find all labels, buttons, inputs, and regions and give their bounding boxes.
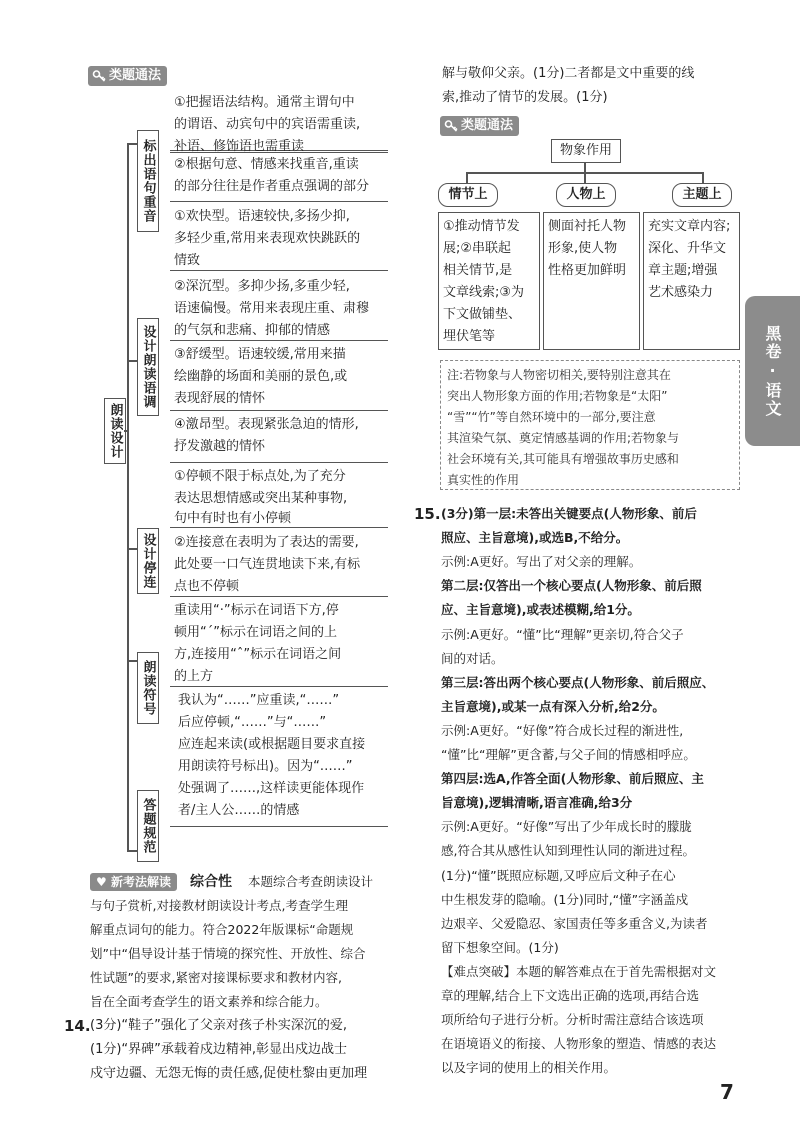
branch-body-line: 深化、升华文: [648, 241, 727, 256]
q14-line: 索,推动了情节的发展。(1分): [442, 90, 608, 105]
tree-trunk: [127, 143, 129, 851]
tree-item: 后应停顿,“……”与“……”: [178, 715, 327, 730]
tree-item: 表现舒展的情怀: [174, 391, 266, 406]
note-line: “雪”“竹”等自然环境中的一部分,要注意: [447, 410, 656, 424]
q15-line: 第三层:答出两个核心要点(人物形象、前后照应、: [441, 674, 715, 690]
group-label-pause: 设计停连: [137, 528, 159, 594]
note-line: 注:若物象与人物密切相关,要特别注意其在: [447, 368, 671, 382]
q15-line: 旨意境),逻辑清晰,语言准确,给3分: [441, 795, 633, 811]
method-tag-label: 类题通法: [109, 68, 162, 83]
q15-line: 章的理解,结合上下文选出正确的选项,再结合选: [441, 988, 699, 1003]
tree-item: ③舒缓型。语速较缓,常用来描: [174, 347, 346, 362]
branch-body-line: 下文做铺垫、: [443, 307, 522, 322]
new-exam-line: 旨在全面考查学生的语文素养和综合能力。: [90, 994, 328, 1009]
note-line: 突出人物形象方面的作用;若物象是“太阳”: [447, 389, 668, 403]
tree-item: 方,连接用“ˆ”标示在词语之间: [174, 647, 342, 662]
q15-line: 留下想象空间。(1分): [441, 939, 559, 955]
tree-item: 者/主人公……的情感: [178, 803, 300, 818]
q15-line: 感,符合其从感性认知到理性认同的渐进过程。: [441, 843, 695, 859]
method-tag-right: [440, 116, 519, 136]
group-label-answer-norm: 答题规范: [137, 790, 159, 862]
tree-item: ②深沉型。多抑少扬,多重少轻,: [174, 279, 350, 294]
q15-line: 边艰辛、父爱隐忍、家国责任等多重含义,为读者: [441, 915, 708, 931]
tree-item: 的谓语、动宾句中的宾语需重读,: [174, 117, 361, 132]
branch-body-line: ①推动情节发: [443, 219, 520, 234]
tree-item: 我认为“……”应重读,“……”: [178, 693, 340, 708]
branch-body-line: 性格更加鲜明: [548, 263, 627, 278]
new-exam-line: 划”中“倡导设计基于情境的探究性、开放性、综合: [90, 946, 366, 961]
tree-item: 情致: [174, 253, 201, 268]
branch-body-line: 埋伏笔等: [443, 329, 496, 344]
q14-line: 解与敬仰父亲。(1分)二者都是文中重要的线: [442, 66, 695, 81]
group-label-symbols: 朗读符号: [137, 652, 159, 724]
branch-body-line: 相关情节,是: [443, 263, 513, 278]
key-icon: [444, 119, 458, 133]
group-label-tone: 设计朗读语调: [137, 318, 159, 416]
q14-line: 戍守边疆、无怨无悔的责任感,促使杜黎由更加理: [90, 1066, 368, 1081]
note-line: 其渲染气氛、奠定情感基调的作用;若物象与: [447, 431, 680, 445]
tree-item: 句中有时也有小停顿: [174, 511, 292, 526]
q15-line: (1分)“懂”既照应标题,又呼应后文种子在心: [441, 867, 676, 883]
q15-line: 第二层:仅答出一个核心要点(人物形象、前后照: [441, 578, 702, 594]
tree-root-connector: [124, 430, 128, 432]
tree-item: 表达思想情感或突出某种事物,: [174, 491, 348, 506]
new-exam-line: 解重点词句的能力。符合2022年版课标“命题规: [90, 922, 354, 937]
q15-line: 示例:A更好。“懂”比“理解”更亲切,符合父子: [441, 626, 684, 642]
q15-line: 以及字词的使用上的相关作用。: [441, 1060, 617, 1076]
side-tab: 黑卷·语文: [745, 296, 800, 446]
q15-line: 示例:A更好。写出了对父亲的理解。: [441, 554, 642, 570]
q15-line: (3分)第一层:未答出关键要点(人物形象、前后: [441, 506, 697, 521]
q15-line: 在语境语义的衔接、人物形象的塑造、情感的表达: [441, 1036, 717, 1052]
q15-line: 示例:A更好。“好像”写出了少年成长时的朦胧: [441, 819, 692, 835]
branch-head-character: 人物上: [556, 183, 616, 207]
new-exam-head: 综合性: [190, 874, 232, 890]
note-line: 社会环境有关,其可能具有增强故事历史感和: [447, 452, 679, 466]
tree-item: 用朗读符号标出)。因为“……”: [178, 759, 353, 774]
method-tag-left: [88, 66, 167, 86]
tree-item: 顿用“ˊ”标示在词语之间的上: [174, 625, 337, 640]
q15-line: 【难点突破】本题的解答难点在于首先需根据对文: [441, 963, 717, 979]
q14-line: (1分)“界碑”承载着戍边精神,彰显出戍边战士: [90, 1042, 348, 1057]
tree-item: ①把握语法结构。通常主谓句中: [174, 95, 355, 110]
diagram-title: 物象作用: [551, 139, 621, 163]
shield-icon: ♥: [96, 875, 111, 889]
diagram-line: [584, 162, 586, 172]
branch-body-line: 形象,使人物: [548, 241, 618, 256]
tree-item: ①欢快型。语速较快,多扬少抑,: [174, 209, 350, 224]
tree-item: 的部分往往是作者重点强调的部分: [174, 179, 370, 194]
q15-line: 间的对话。: [441, 650, 504, 666]
branch-body-plot: [438, 212, 540, 350]
q15-line: 照应、主旨意境),或选B,不给分。: [441, 530, 629, 546]
branch-body-line: 侧面衬托人物: [548, 219, 627, 234]
tree-item: ①停顿不限于标点处,为了充分: [174, 469, 346, 484]
new-exam-badge-label: 新考法解读: [110, 875, 171, 889]
q15-line: 中生根发芽的隐喻。(1分)同时,“懂”字涵盖戍: [441, 891, 689, 907]
tree-item: ④激昂型。表现紧张急迫的情形,: [174, 417, 359, 432]
tree-item: 此处要一口气连贯地读下来,有标: [174, 557, 361, 572]
tree-item: 多轻少重,常用来表现欢快跳跃的: [174, 231, 361, 246]
q14-line: (3分)“鞋子”强化了父亲对孩子朴实深沉的爱,: [90, 1018, 348, 1033]
branch-body-character: [543, 212, 640, 350]
tree-item: 应连起来读(或根据题目要求直接: [178, 737, 366, 752]
tree-item: 补语、修饰语也需重读: [174, 139, 305, 154]
branch-head-theme: 主题上: [672, 183, 732, 207]
q14-number: 14.: [64, 1017, 91, 1035]
tree-item: 语速偏慢。常用来表现庄重、肃穆: [174, 301, 370, 316]
tree-item: 绘幽静的场面和美丽的景色,或: [174, 369, 348, 384]
branch-body-line: 艺术感染力: [648, 285, 714, 300]
tree-item: 的上方: [174, 669, 214, 684]
page-number: 7: [720, 1080, 734, 1104]
new-exam-line: 性试题”的要求,紧密对接课标要求和教材内容,: [90, 970, 342, 985]
new-exam-line: 与句子赏析,对接教材朗读设计考点,考查学生理: [90, 898, 348, 913]
group-label-stress: 标出语句重音: [137, 130, 159, 232]
tree-item: 的气氛和悲痛、抑郁的情感: [174, 323, 331, 338]
q15-line: “懂”比“理解”更含蓄,与父子间的情感相呼应。: [441, 747, 696, 762]
tree-item: 处强调了……,这样读更能体现作: [178, 781, 365, 796]
note-box: [440, 360, 740, 490]
q15-line: 示例:A更好。“好像”符合成长过程的渐进性,: [441, 722, 684, 738]
branch-body-line: 充实文章内容;: [648, 219, 731, 234]
new-exam-line: 本题综合考查朗读设计: [248, 874, 374, 889]
tree-item: ②根据句意、情感来找重音,重读: [174, 157, 359, 172]
tree-item: 抒发激越的情怀: [174, 439, 266, 454]
method-tag-label: 类题通法: [461, 118, 514, 133]
q15-number: 15.: [414, 505, 441, 523]
branch-body-theme: [643, 212, 740, 350]
key-icon: [92, 69, 106, 83]
tree-item: ②连接意在表明为了表达的需要,: [174, 535, 359, 550]
branch-body-line: 展;②串联起: [443, 241, 512, 256]
q15-line: 应、主旨意境),或表述模糊,给1分。: [441, 602, 640, 618]
branch-body-line: 章主题;增强: [648, 263, 718, 278]
new-exam-badge: [90, 873, 177, 891]
q15-line: 项所给句子进行分析。分析时需注意结合该选项: [441, 1012, 704, 1028]
branch-body-line: 文章线索;③为: [443, 285, 525, 300]
tree-item: 重读用“·”标示在词语下方,停: [174, 603, 339, 618]
branch-head-plot: 情节上: [438, 183, 498, 207]
note-line: 真实性的作用: [447, 473, 520, 487]
tree-root-label: 朗读设计: [104, 398, 126, 464]
q15-line: 第四层:选A,作答全面(人物形象、前后照应、主: [441, 771, 704, 787]
q15-line: 主旨意境),或某一点有深入分析,给2分。: [441, 698, 665, 714]
tree-item: 点也不停顿: [174, 579, 240, 594]
